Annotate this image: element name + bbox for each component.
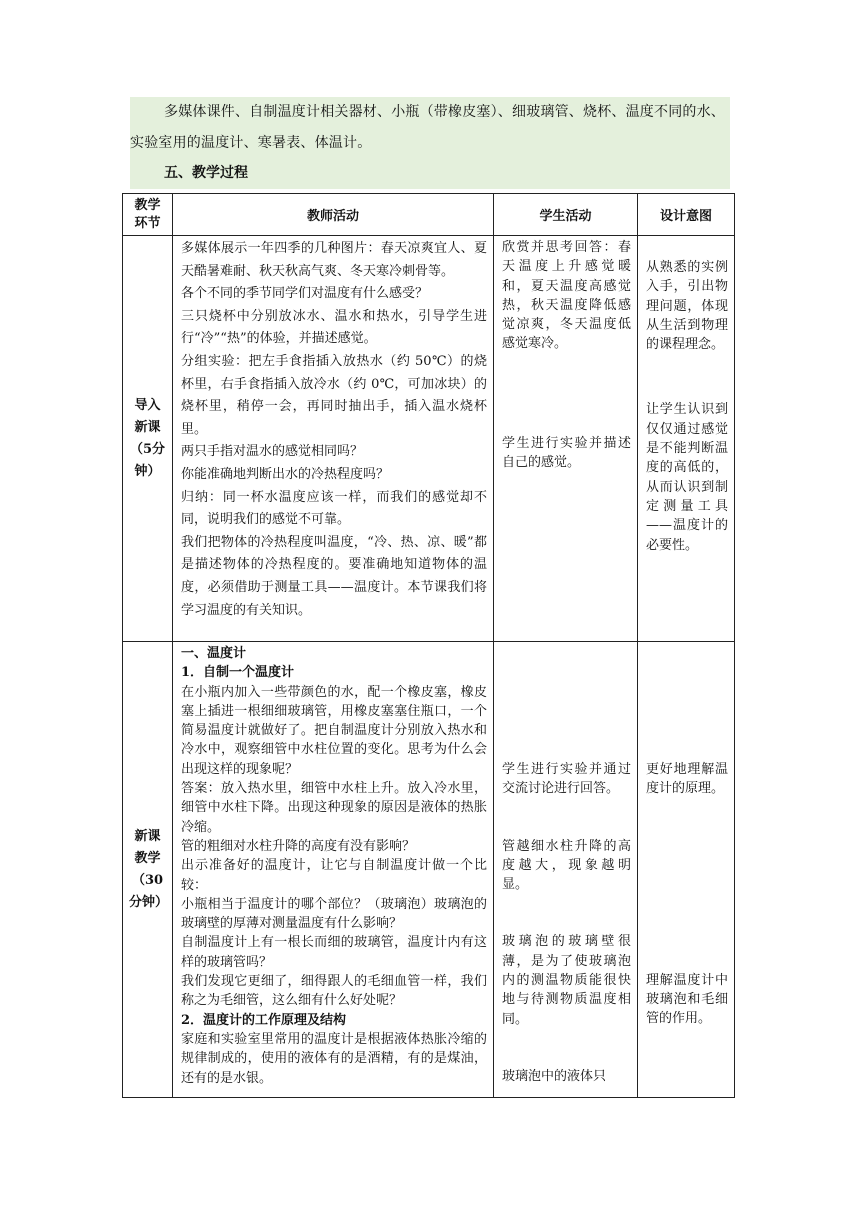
table-row-new-lesson [123, 642, 735, 1098]
teacher-para: 分组实验：把左手食指插入放热水（约 50℃）的烧杯里，右手食指插入放冷水（约 0℃，可加冰块）的烧杯里，稍停一会，再同时抽出手，插入温水烧杯里。 [181, 353, 487, 437]
student-para: 管越细水柱升降的高度越大，现象越明显。 [502, 838, 631, 893]
teacher-para: 家庭和实验室里常用的温度计是根据液体热胀冷缩的规律制成的，使用的液体有的是酒精，有的是煤油，还有的是水银。 [181, 1031, 487, 1086]
student-para: 玻璃泡的玻璃壁很薄，是为了使玻璃泡内的测温物质能很快地与待测物质温度相同。 [502, 934, 631, 1027]
teacher-para: 在小瓶内加入一些带颜色的水，配一个橡皮塞，橡皮塞上插进一根细细玻璃管，用橡皮塞塞住瓶口，一个简易温度计就做好了。把自制温度计分别放入热水和冷水中，观察细管中水柱位置的变化。思考为什么会出现这样的现象呢？ [181, 684, 487, 777]
stage-new-lesson: 新课教学（30分钟） [123, 642, 173, 1098]
teacher-para: 三只烧杯中分别放冰水、温水和热水，引导学生进行“冷”“热”的体验，并描述感觉。 [181, 308, 487, 347]
teacher-activity-new-lesson [173, 642, 494, 1098]
lesson-process-table [122, 193, 735, 1098]
intent-para: 从熟悉的实例入手，引出物理问题，体现从生活到物理的课程理念。 [646, 260, 728, 353]
design-intent-new-lesson [638, 642, 735, 1098]
header-teacher: 教师活动 [173, 194, 494, 236]
intent-para: 让学生认识到仅仅通过感觉是不能判断温度的高低的，从而认识到制定测量工具——温度计的必要性。 [646, 402, 728, 553]
teacher-para: 自制温度计上有一根长而细的玻璃管，温度计内有这样的玻璃管吗？ [181, 935, 487, 970]
section-heading-block [130, 159, 730, 189]
teacher-para: 管的粗细对水柱升降的高度有没有影响？ [181, 838, 416, 854]
teacher-para: 答案：放入热水里，细管中水柱上升。放入冷水里，细管中水柱下降。出现这种现象的原因是液体的热胀冷缩。 [181, 781, 487, 835]
teacher-activity-intro [173, 236, 494, 642]
teacher-para: 多媒体展示一年四季的几种图片：春天凉爽宜人、夏天酷暑难耐、秋天秋高气爽、冬天寒冷刺骨等。 [181, 241, 487, 279]
teacher-para: 出示准备好的温度计，让它与自制温度计做一个比较： [181, 858, 487, 893]
student-activity-intro [494, 236, 638, 642]
teacher-para: 我们发现它更细了，细得跟人的毛细血管一样，我们称之为毛细管，这么细有什么好处呢？ [181, 974, 487, 1009]
section-title: 五、教学过程 [164, 165, 248, 181]
materials-text: 多媒体课件、自制温度计相关器材、小瓶（带橡皮塞）、细玻璃管、烧杯、温度不同的水、实验室用的温度计、寒暑表、体温计。 [130, 104, 725, 151]
teacher-para: 各个不同的季节同学们对温度有什么感受？ [181, 286, 429, 302]
student-para: 欣赏并思考回答：春天温度上升感觉暖和，夏天温度高感觉热，秋天温度降低感觉凉爽，冬天温度低感觉寒冷。 [502, 240, 631, 352]
teacher-para: 我们把物体的冷热程度叫温度，“冷、热、凉、暖”都是描述物体的冷热程度的。要准确地知道物体的温度，必须借助于测量工具——温度计。本节课我们将学习温度的有关知识。 [181, 534, 487, 618]
header-stage: 教学环节 [123, 194, 173, 236]
header-intent: 设计意图 [638, 194, 735, 236]
heading-principle-structure: 2．温度计的工作原理及结构 [181, 1012, 347, 1028]
teacher-para: 两只手指对温水的感觉相同吗？ [181, 444, 364, 460]
teacher-para: 你能准确地判断出水的冷热程度吗？ [181, 466, 390, 482]
teacher-para: 小瓶相当于温度计的哪个部位？（玻璃泡）玻璃泡的玻璃壁的厚薄对测量温度有什么影响？ [181, 896, 487, 932]
intent-para: 更好地理解温度计的原理。 [646, 762, 728, 797]
heading-thermometer: 一、温度计 [181, 646, 247, 661]
stage-intro: 导入新课（5分钟） [123, 236, 173, 642]
materials-block [130, 97, 730, 159]
student-para: 学生进行实验并描述自己的感觉。 [502, 435, 631, 471]
student-activity-new-lesson [494, 642, 638, 1098]
heading-homemade-thermometer: 1．自制一个温度计 [181, 665, 295, 681]
student-para: 学生进行实验并通过交流讨论进行回答。 [502, 762, 631, 797]
table-header-row [123, 194, 735, 236]
intent-para: 理解温度计中玻璃泡和毛细管的作用。 [646, 972, 728, 1027]
teacher-para: 归纳：同一杯水温度应该一样，而我们的感觉却不同，说明我们的感觉不可靠。 [181, 489, 487, 528]
table-row-intro [123, 236, 735, 642]
student-para: 玻璃泡中的液体只 [502, 1068, 607, 1084]
header-student: 学生活动 [494, 194, 638, 236]
design-intent-intro [638, 236, 735, 642]
